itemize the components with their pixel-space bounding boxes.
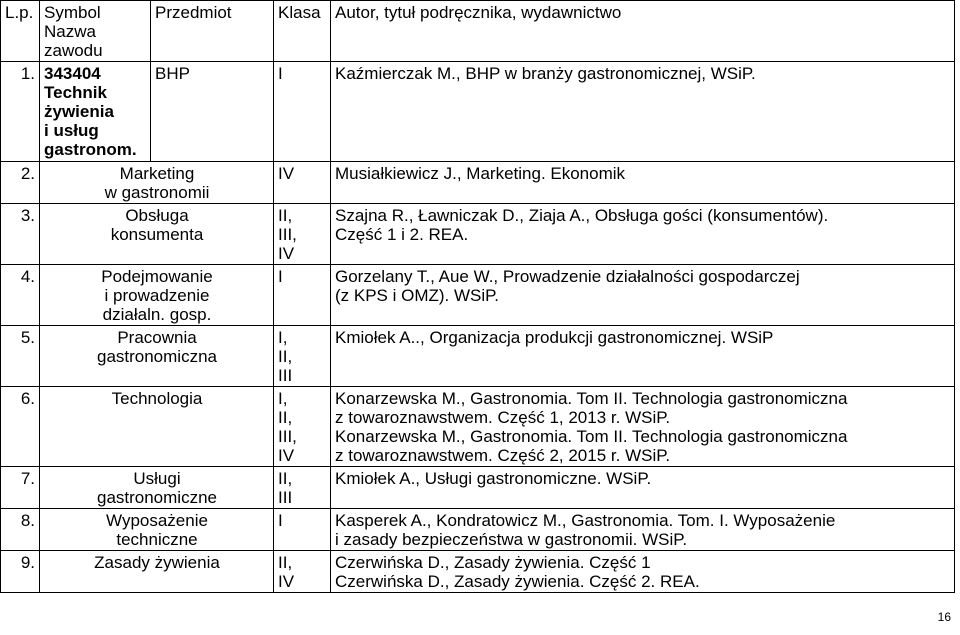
row-lp: 2. (1, 162, 40, 204)
header-symbol: Symbol Nazwa zawodu (40, 1, 151, 62)
row-author: Gorzelany T., Aue W., Prowadzenie działalności gospodarczej (z KPS i OMZ). WSiP. (331, 265, 955, 326)
table-row (1, 509, 955, 551)
table-row (1, 265, 955, 326)
row-class: II, IV (274, 551, 331, 593)
row-author: Kmiołek A.., Organizacja produkcji gastronomicznej. WSiP (331, 326, 955, 387)
row-subject: Technologia (40, 387, 274, 467)
row-lp: 4. (1, 265, 40, 326)
row-subject: Pracownia gastronomiczna (40, 326, 274, 387)
table-row (1, 551, 955, 593)
header-class: Klasa (274, 1, 331, 62)
profession-cell: 343404 Technik żywienia i usług gastronom. (40, 62, 151, 162)
table-row (1, 162, 955, 204)
row-class: II, III (274, 467, 331, 509)
row-class: II, III, IV (274, 204, 331, 265)
row-lp: 5. (1, 326, 40, 387)
row-author: Konarzewska M., Gastronomia. Tom II. Technologia gastronomiczna z towaroznawstwem. Część 1, 2013 r. WSiP. Konarzewska M., Gastronomia. Tom II. Technologia gastronomiczna z towaroznawstwem. Część 2, 2015 r. WSiP. (331, 387, 955, 467)
table-row (1, 204, 955, 265)
row-author: Czerwińska D., Zasady żywienia. Część 1 Czerwińska D., Zasady żywienia. Część 2. REA. (331, 551, 955, 593)
row-class: I (274, 265, 331, 326)
table-row (1, 387, 955, 467)
row-subject: Zasady żywienia (40, 551, 274, 593)
row-class: I, II, III (274, 326, 331, 387)
row-subject: BHP (151, 62, 274, 162)
row-subject: Podejmowanie i prowadzenie działaln. gosp. (40, 265, 274, 326)
header-subject: Przedmiot (151, 1, 274, 62)
row-class: I (274, 509, 331, 551)
row-lp: 3. (1, 204, 40, 265)
row-class: I (274, 62, 331, 162)
table-row (1, 467, 955, 509)
header-row (1, 1, 955, 62)
row-lp: 8. (1, 509, 40, 551)
table-row (1, 62, 955, 162)
row-subject: Wyposażenie techniczne (40, 509, 274, 551)
row-subject: Usługi gastronomiczne (40, 467, 274, 509)
row-author: Kmiołek A., Usługi gastronomiczne. WSiP. (331, 467, 955, 509)
row-class: IV (274, 162, 331, 204)
row-subject: Obsługa konsumenta (40, 204, 274, 265)
row-author: Szajna R., Ławniczak D., Ziaja A., Obsługa gości (konsumentów). Część 1 i 2. REA. (331, 204, 955, 265)
row-lp: 7. (1, 467, 40, 509)
row-subject: Marketing w gastronomii (40, 162, 274, 204)
row-lp: 9. (1, 551, 40, 593)
row-lp: 1. (1, 62, 40, 162)
row-author: Kasperek A., Kondratowicz M., Gastronomia. Tom. I. Wyposażenie i zasady bezpieczeństwa w gastronomii. WSiP. (331, 509, 955, 551)
row-author: Musiałkiewicz J., Marketing. Ekonomik (331, 162, 955, 204)
row-lp: 6. (1, 387, 40, 467)
table-row (1, 326, 955, 387)
row-author: Kaźmierczak M., BHP w branży gastronomicznej, WSiP. (331, 62, 955, 162)
row-class: I, II, III, IV (274, 387, 331, 467)
header-author: Autor, tytuł podręcznika, wydawnictwo (331, 1, 955, 62)
header-lp: L.p. (1, 1, 40, 62)
page-number: 16 (937, 610, 951, 624)
